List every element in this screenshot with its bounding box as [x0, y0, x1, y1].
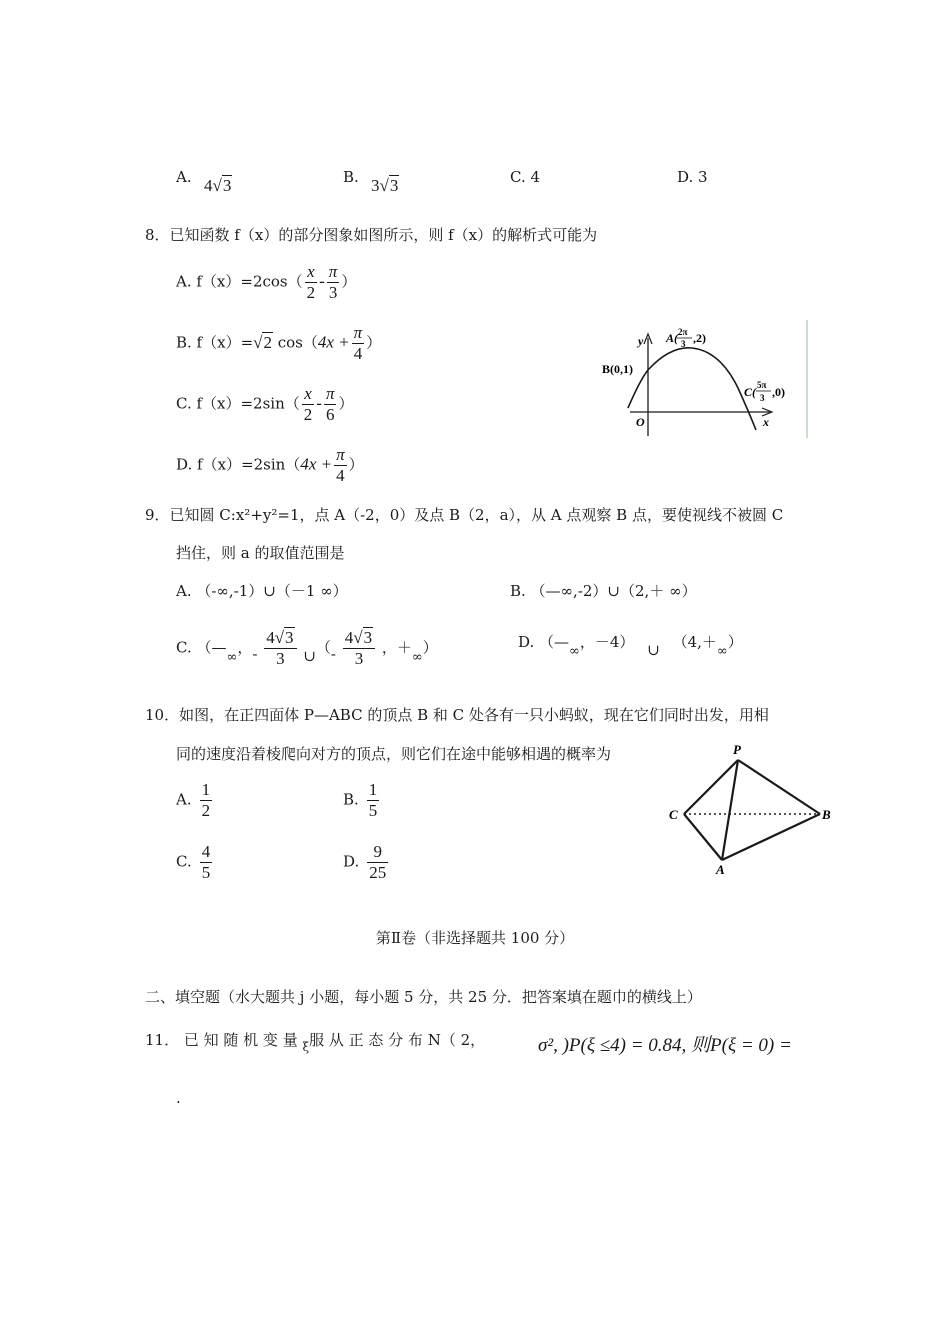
q8-b-sqrt: √2	[253, 332, 272, 352]
q7-option-d: D. 3	[677, 168, 708, 186]
q9-d-prefix: D. （—	[518, 633, 570, 651]
edge-ab	[722, 814, 820, 860]
q8-a-frac2-num: π	[328, 262, 338, 281]
q9-c-prefix: C. （—	[176, 638, 227, 657]
q10-a-frac	[200, 780, 213, 821]
q7-option-b-label: B.	[343, 168, 359, 186]
q8-c-frac1-num: x	[304, 384, 312, 403]
q8-b-suffix: ）	[366, 333, 382, 352]
q9-c-frac1-coef: 4	[266, 628, 275, 647]
q8-d-frac-num: π	[336, 445, 345, 464]
graph-point-b: B(0,1)	[602, 362, 633, 376]
q10-stem-line1: 10．如图，在正四面体 P—ABC 的顶点 B 和 C 处各有一只小蚂蚁，现在它们同时出发，用相	[145, 706, 769, 724]
vertex-c-label: C	[669, 807, 678, 822]
q9-c-frac1-sqrt: √3	[274, 628, 294, 647]
q7-option-b-value	[371, 176, 399, 196]
graph-point-c-den: 3	[760, 393, 765, 403]
q9-c-frac1-den: 3	[264, 648, 296, 669]
graph-point-a-den: 3	[681, 339, 686, 349]
q8-d-frac-den: 4	[334, 465, 347, 486]
q10-b-frac	[367, 780, 380, 821]
q8-c-frac2-den: 6	[324, 404, 337, 425]
q8-a-suffix: ）	[341, 272, 357, 291]
q9-d-infinity: ∞	[569, 644, 580, 659]
q8-option-d	[176, 445, 364, 486]
q7-b-radicand: 3	[389, 176, 399, 195]
q8-c-suffix: ）	[338, 394, 354, 413]
graph-curve	[628, 348, 756, 430]
q8-a-frac2	[327, 262, 340, 303]
q9-c-frac2-num	[343, 628, 375, 648]
q9-c-frac2	[343, 628, 375, 669]
q11-stem	[145, 1030, 486, 1054]
q7-a-coef: 4	[204, 176, 213, 195]
q9-stem-line1: 9．已知圆 C:x²+y²=1，点 A（-2，0）及点 B（2，a），从 A 点观察 B 点，要使视线不被圆 C	[145, 506, 784, 524]
q10-a-label: A.	[176, 790, 192, 809]
q10-c-frac	[200, 842, 213, 883]
q9-c-frac2-coef: 4	[344, 628, 354, 647]
section-title: 第Ⅱ卷（非选择题共 100 分）	[375, 929, 575, 947]
q10-d-frac	[367, 842, 388, 883]
q8-d-suffix: ）	[348, 455, 364, 474]
q9-c-tail: ，＋	[381, 638, 412, 657]
q8-d-arg: 4x +	[300, 454, 333, 474]
q8-d-frac	[334, 445, 347, 486]
q10-option-d	[343, 842, 390, 883]
q7-option-b	[343, 167, 359, 187]
q7-option-c: C. 4	[510, 168, 541, 186]
q10-tetrahedron-figure	[664, 742, 840, 876]
graph-x-label: x	[763, 415, 769, 429]
graph-point-a-tail: ,2)	[693, 331, 706, 345]
q9-d-tail: （4,＋	[672, 633, 717, 651]
q11-formula: σ², )P(ξ ≤4) = 0.84, 则P(ξ = 0) =	[538, 1035, 792, 1056]
q8-a-frac2-den: 3	[327, 282, 340, 303]
graph-point-a: A(	[666, 331, 678, 345]
q9-c-frac1-num	[264, 628, 296, 648]
q7-option-a-label: A.	[176, 168, 192, 186]
q9-c-infinity2: ∞	[411, 649, 423, 665]
edge-pb	[738, 760, 820, 814]
q10-a-den: 2	[201, 801, 211, 820]
q8-function-graph	[600, 318, 812, 440]
q8-b-frac-num: π	[353, 323, 363, 342]
q9-c-minus2: -	[330, 644, 336, 663]
q8-option-c	[176, 384, 353, 425]
q10-d-label: D.	[343, 852, 360, 871]
q7-a-sqrt: √3	[212, 176, 232, 195]
edge-ca	[684, 814, 722, 860]
q10-c-den: 5	[201, 863, 211, 882]
q10-b-den: 5	[368, 801, 378, 820]
vertex-b-label: B	[822, 807, 831, 822]
q9-c-frac2-sqrt: √3	[353, 628, 373, 647]
q9-c-frac2-radicand: 3	[363, 628, 373, 647]
q8-c-prefix: C. f（x）=2sin（	[176, 394, 300, 413]
q9-option-c	[176, 628, 438, 669]
q10-d-den: 25	[369, 863, 387, 882]
q9-option-a: A. （-∞,-1）∪（－1 ∞）	[176, 582, 348, 600]
q9-option-d	[518, 632, 743, 659]
q8-c-frac1	[302, 384, 315, 425]
q10-b-label: B.	[343, 790, 359, 809]
q11-answer-blank: .	[176, 1089, 181, 1107]
graph-point-c: C(	[744, 385, 756, 399]
graph-y-label: y	[638, 334, 644, 348]
q7-b-sqrt: √3	[379, 176, 399, 195]
q11-stem-text2: 服 从 正 态 分 布 N（ 2，	[309, 1031, 486, 1049]
q9-c-union: ∪	[303, 646, 316, 665]
q10-b-num: 1	[368, 780, 378, 799]
q10-stem-line2: 同的速度沿着棱爬向对方的顶点，则它们在途中能够相遇的概率为	[176, 745, 612, 763]
q8-d-prefix: D. f（x）=2sin（	[176, 455, 301, 474]
q8-c-frac2-num: π	[325, 384, 335, 403]
q8-option-b	[176, 323, 381, 364]
q11-stem-text: 11． 已 知 随 机 变 量	[145, 1031, 298, 1049]
q8-a-frac1-num: x	[307, 262, 315, 281]
graph-point-c-tail: ,0)	[772, 385, 785, 399]
q9-c-minus1: -	[252, 644, 258, 663]
q8-b-arg: 4x +	[317, 332, 350, 352]
q10-c-num: 4	[201, 842, 211, 861]
q7-option-a	[176, 167, 192, 187]
q9-c-open: （	[315, 638, 331, 657]
graph-point-a-num: 2π	[678, 327, 688, 337]
q8-b-radicand: 2	[263, 332, 272, 352]
q9-c-frac2-den: 3	[343, 648, 375, 669]
part2-header: 二、填空题（水大题共 j 小题，每小题 5 分，共 25 分．把答案填在题巾的横线上）	[145, 988, 702, 1006]
q9-d-mid: ，－4）	[579, 633, 635, 651]
q9-d-infinity2: ∞	[716, 644, 728, 659]
q8-b-mid: cos（	[272, 333, 318, 352]
q8-b-prefix: B. f（x）=	[176, 333, 254, 352]
graph-point-c-num: 5π	[757, 380, 767, 390]
q8-a-prefix: A. f（x）=2cos（	[176, 272, 303, 291]
q9-d-union: ∪	[647, 641, 660, 659]
vertex-p-label: P	[733, 742, 741, 757]
q10-a-num: 1	[201, 780, 211, 799]
q10-option-a	[176, 780, 214, 821]
q9-c-comma: ，	[237, 638, 253, 657]
q9-d-close: ）	[727, 633, 743, 651]
q7-a-radicand: 3	[222, 176, 232, 195]
q7-b-coef: 3	[371, 176, 380, 195]
q8-c-minus: -	[316, 393, 322, 413]
q8-stem: 8．已知函数 f（x）的部分图象如图所示，则 f（x）的解析式可能为	[145, 226, 598, 244]
vertex-a-label: A	[716, 862, 725, 876]
q9-c-close: ）	[422, 638, 438, 657]
q10-d-num: 9	[373, 842, 383, 861]
q8-a-minus: -	[319, 271, 325, 291]
q11-xi: ξ	[302, 1040, 310, 1054]
q8-a-frac1-den: 2	[306, 283, 316, 302]
q8-option-a	[176, 262, 356, 303]
q8-b-frac	[352, 323, 365, 364]
q9-c-infinity: ∞	[226, 649, 238, 665]
q7-option-a-value	[204, 176, 232, 196]
q9-stem-line2: 挡住，则 a 的取值范围是	[176, 544, 345, 562]
q9-c-frac1	[264, 628, 296, 669]
q10-option-b	[343, 780, 381, 821]
q10-c-label: C.	[176, 852, 192, 871]
q8-b-frac-den: 4	[352, 343, 365, 364]
q8-a-frac1	[305, 262, 318, 303]
q9-option-b: B. （—∞,-2）∪（2,＋ ∞）	[510, 582, 697, 600]
q9-c-frac1-radicand: 3	[285, 628, 294, 647]
graph-origin-label: O	[636, 415, 645, 429]
q8-c-frac1-den: 2	[303, 405, 313, 424]
q8-c-frac2	[324, 384, 337, 425]
q10-option-c	[176, 842, 214, 883]
